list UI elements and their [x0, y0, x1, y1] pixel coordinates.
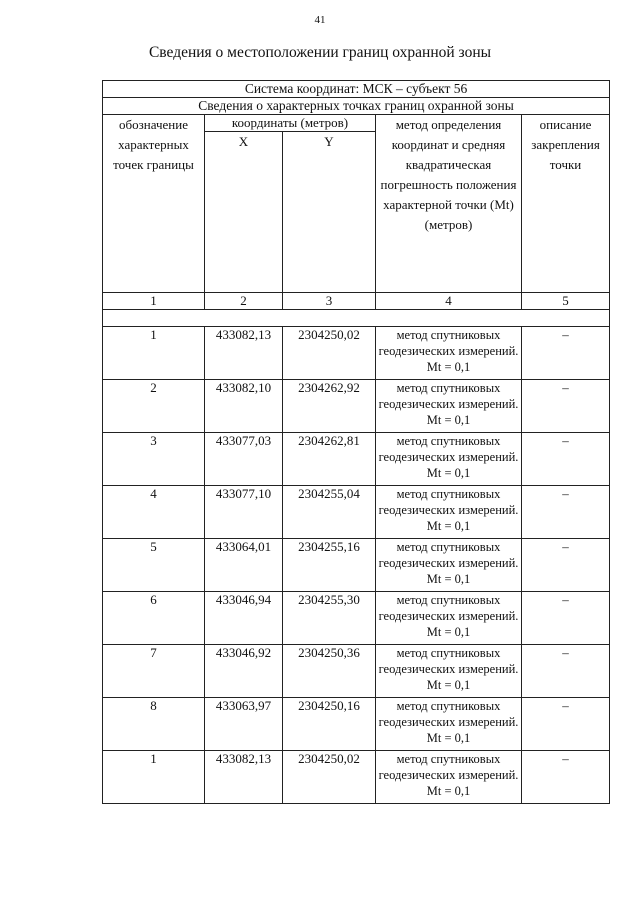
column-header-coordinates: координаты (метров): [205, 115, 376, 132]
method-cell: метод спутниковых геодезических измерений. Mt = 0,1: [376, 592, 522, 645]
method-cell: метод спутниковых геодезических измерений. Mt = 0,1: [376, 539, 522, 592]
page-number: 41: [314, 14, 326, 26]
table-row: [103, 698, 610, 751]
section-header: Сведения о характерных точках границ охранной зоны: [103, 98, 610, 115]
table-row: [103, 486, 610, 539]
x-coordinate-cell: 433082,10: [205, 380, 283, 433]
column-number: 3: [283, 293, 376, 310]
description-cell: –: [522, 380, 610, 433]
column-header-x: X: [205, 132, 283, 293]
description-cell: –: [522, 486, 610, 539]
x-coordinate-cell: 433082,13: [205, 327, 283, 380]
column-header-method: метод определения координат и средняя квадратическая погрешность положения характерной точки (Mt) (метров): [376, 115, 522, 293]
x-coordinate-cell: 433082,13: [205, 751, 283, 804]
column-number: 4: [376, 293, 522, 310]
point-number-cell: 1: [103, 751, 205, 804]
method-cell: метод спутниковых геодезических измерений. Mt = 0,1: [376, 433, 522, 486]
y-coordinate-cell: 2304250,16: [283, 698, 376, 751]
description-cell: –: [522, 645, 610, 698]
y-coordinate-cell: 2304250,02: [283, 327, 376, 380]
x-coordinate-cell: 433046,94: [205, 592, 283, 645]
x-coordinate-cell: 433063,97: [205, 698, 283, 751]
table-row: [103, 751, 610, 804]
table-row: [103, 592, 610, 645]
x-coordinate-cell: 433064,01: [205, 539, 283, 592]
method-cell: метод спутниковых геодезических измерений. Mt = 0,1: [376, 751, 522, 804]
description-cell: –: [522, 751, 610, 804]
column-header-designation: обозначение характерных точек границы: [103, 115, 205, 293]
method-cell: метод спутниковых геодезических измерений. Mt = 0,1: [376, 486, 522, 539]
y-coordinate-cell: 2304255,16: [283, 539, 376, 592]
coordinate-system-header: Система координат: МСК – субъект 56: [103, 81, 610, 98]
x-coordinate-cell: 433046,92: [205, 645, 283, 698]
description-cell: –: [522, 698, 610, 751]
column-number: 2: [205, 293, 283, 310]
description-cell: –: [522, 539, 610, 592]
method-cell: метод спутниковых геодезических измерений. Mt = 0,1: [376, 380, 522, 433]
point-number-cell: 3: [103, 433, 205, 486]
boundary-points-table: [102, 80, 610, 804]
page-title: Сведения о местоположении границ охранной зоны: [148, 44, 492, 61]
table-row: [103, 380, 610, 433]
y-coordinate-cell: 2304250,36: [283, 645, 376, 698]
x-coordinate-cell: 433077,10: [205, 486, 283, 539]
description-cell: –: [522, 433, 610, 486]
table-row: [103, 539, 610, 592]
point-number-cell: 1: [103, 327, 205, 380]
y-coordinate-cell: 2304250,02: [283, 751, 376, 804]
y-coordinate-cell: 2304255,30: [283, 592, 376, 645]
description-cell: –: [522, 592, 610, 645]
column-header-description: описание закрепления точки: [522, 115, 610, 293]
column-header-y: Y: [283, 132, 376, 293]
point-number-cell: 7: [103, 645, 205, 698]
x-coordinate-cell: 433077,03: [205, 433, 283, 486]
y-coordinate-cell: 2304262,92: [283, 380, 376, 433]
column-number: 5: [522, 293, 610, 310]
point-number-cell: 4: [103, 486, 205, 539]
table-row: [103, 645, 610, 698]
table-row: [103, 327, 610, 380]
y-coordinate-cell: 2304255,04: [283, 486, 376, 539]
point-number-cell: 5: [103, 539, 205, 592]
column-number: 1: [103, 293, 205, 310]
method-cell: метод спутниковых геодезических измерений. Mt = 0,1: [376, 645, 522, 698]
method-cell: метод спутниковых геодезических измерений. Mt = 0,1: [376, 327, 522, 380]
y-coordinate-cell: 2304262,81: [283, 433, 376, 486]
point-number-cell: 2: [103, 380, 205, 433]
point-number-cell: 8: [103, 698, 205, 751]
method-cell: метод спутниковых геодезических измерений. Mt = 0,1: [376, 698, 522, 751]
table-row: [103, 433, 610, 486]
description-cell: –: [522, 327, 610, 380]
empty-row: [103, 310, 610, 327]
point-number-cell: 6: [103, 592, 205, 645]
